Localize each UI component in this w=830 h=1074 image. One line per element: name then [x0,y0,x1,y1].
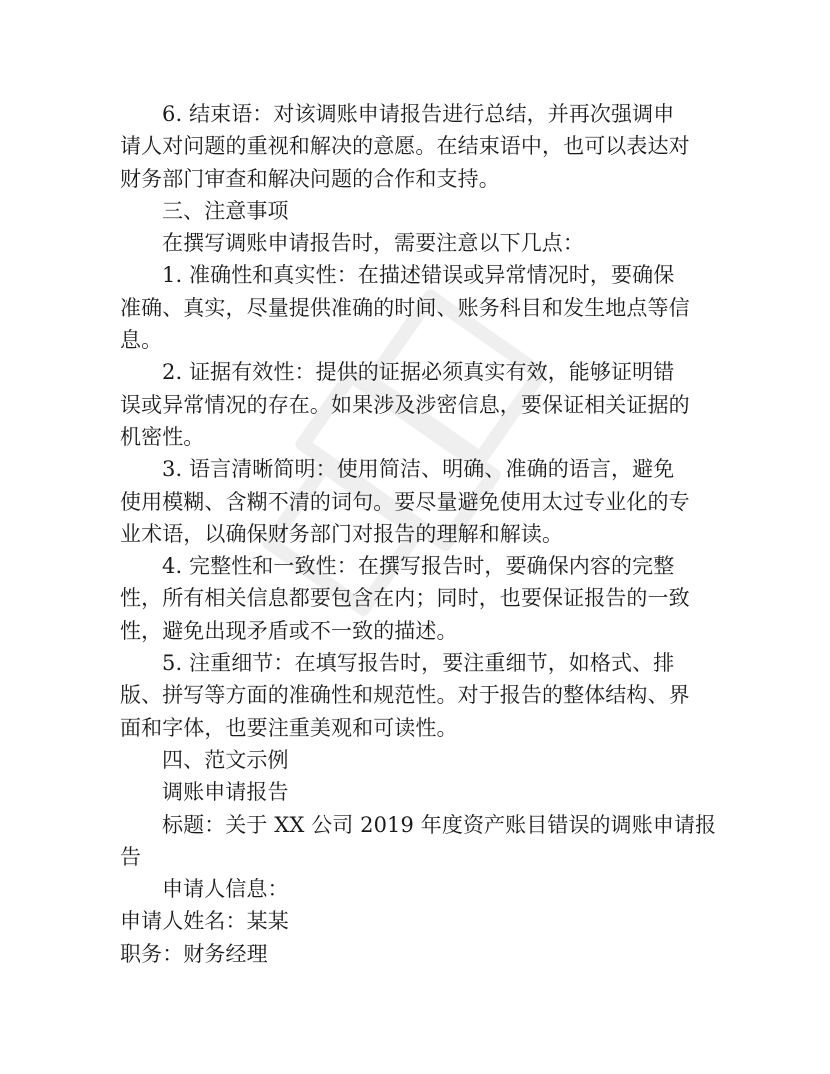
text-line: 在撰写调账申请报告时，需要注意以下几点： [162,231,584,256]
text-line: 3. 语言清晰简明：使用简洁、明确、准确的语言，避免 [162,457,675,482]
text-line: 申请人信息： [162,877,289,902]
text-line: 业术语，以确保财务部门对报告的理解和解读。 [120,521,564,546]
document-body [120,98,720,970]
text-line: 调账申请报告 [162,780,289,805]
text-line: 申请人姓名：某某 [120,909,289,934]
text-line: 请人对问题的重视和解决的意愿。在结束语中，也可以表达对 [120,134,690,159]
text-line: 机密性。 [120,424,205,449]
text-line: 四、范文示例 [162,747,289,772]
text-line: 2. 证据有效性：提供的证据必须真实有效，能够证明错 [162,360,675,385]
text-line: 使用模糊、含糊不清的词句。要尽量避免使用太过专业化的专 [120,489,690,514]
text-line: 准确、真实，尽量提供准确的时间、账务科目和发生地点等信 [120,295,690,320]
text-line: 职务：财务经理 [120,941,268,966]
text-line: 1. 准确性和真实性：在描述错误或异常情况时，要确保 [162,263,675,288]
text-line: 版、拼写等方面的准确性和规范性。对于报告的整体结构、界 [120,683,690,708]
text-line: 性，所有相关信息都要包含在内；同时，也要保证报告的一致 [120,586,690,611]
text-line: 6. 结束语：对该调账申请报告进行总结，并再次强调申 [162,102,675,126]
text-line: 息。 [120,328,163,353]
text-line: 面和字体，也要注重美观和可读性。 [120,715,458,740]
text-line: 告 [120,844,142,869]
text-line: 误或异常情况的存在。如果涉及涉密信息，要保证相关证据的 [120,392,690,417]
text-line: 三、注意事项 [162,198,289,223]
text-line: 性，避免出现矛盾或不一致的描述。 [120,618,458,643]
text-line: 5. 注重细节：在填写报告时，要注重细节，如格式、排 [162,651,675,676]
text-line: 财务部门审查和解决问题的合作和支持。 [120,166,500,191]
text-line: 4. 完整性和一致性：在撰写报告时，要确保内容的完整 [162,554,675,579]
text-line: 标题：关于 XX 公司 2019 年度资产账目错误的调账申请报 [162,812,717,837]
